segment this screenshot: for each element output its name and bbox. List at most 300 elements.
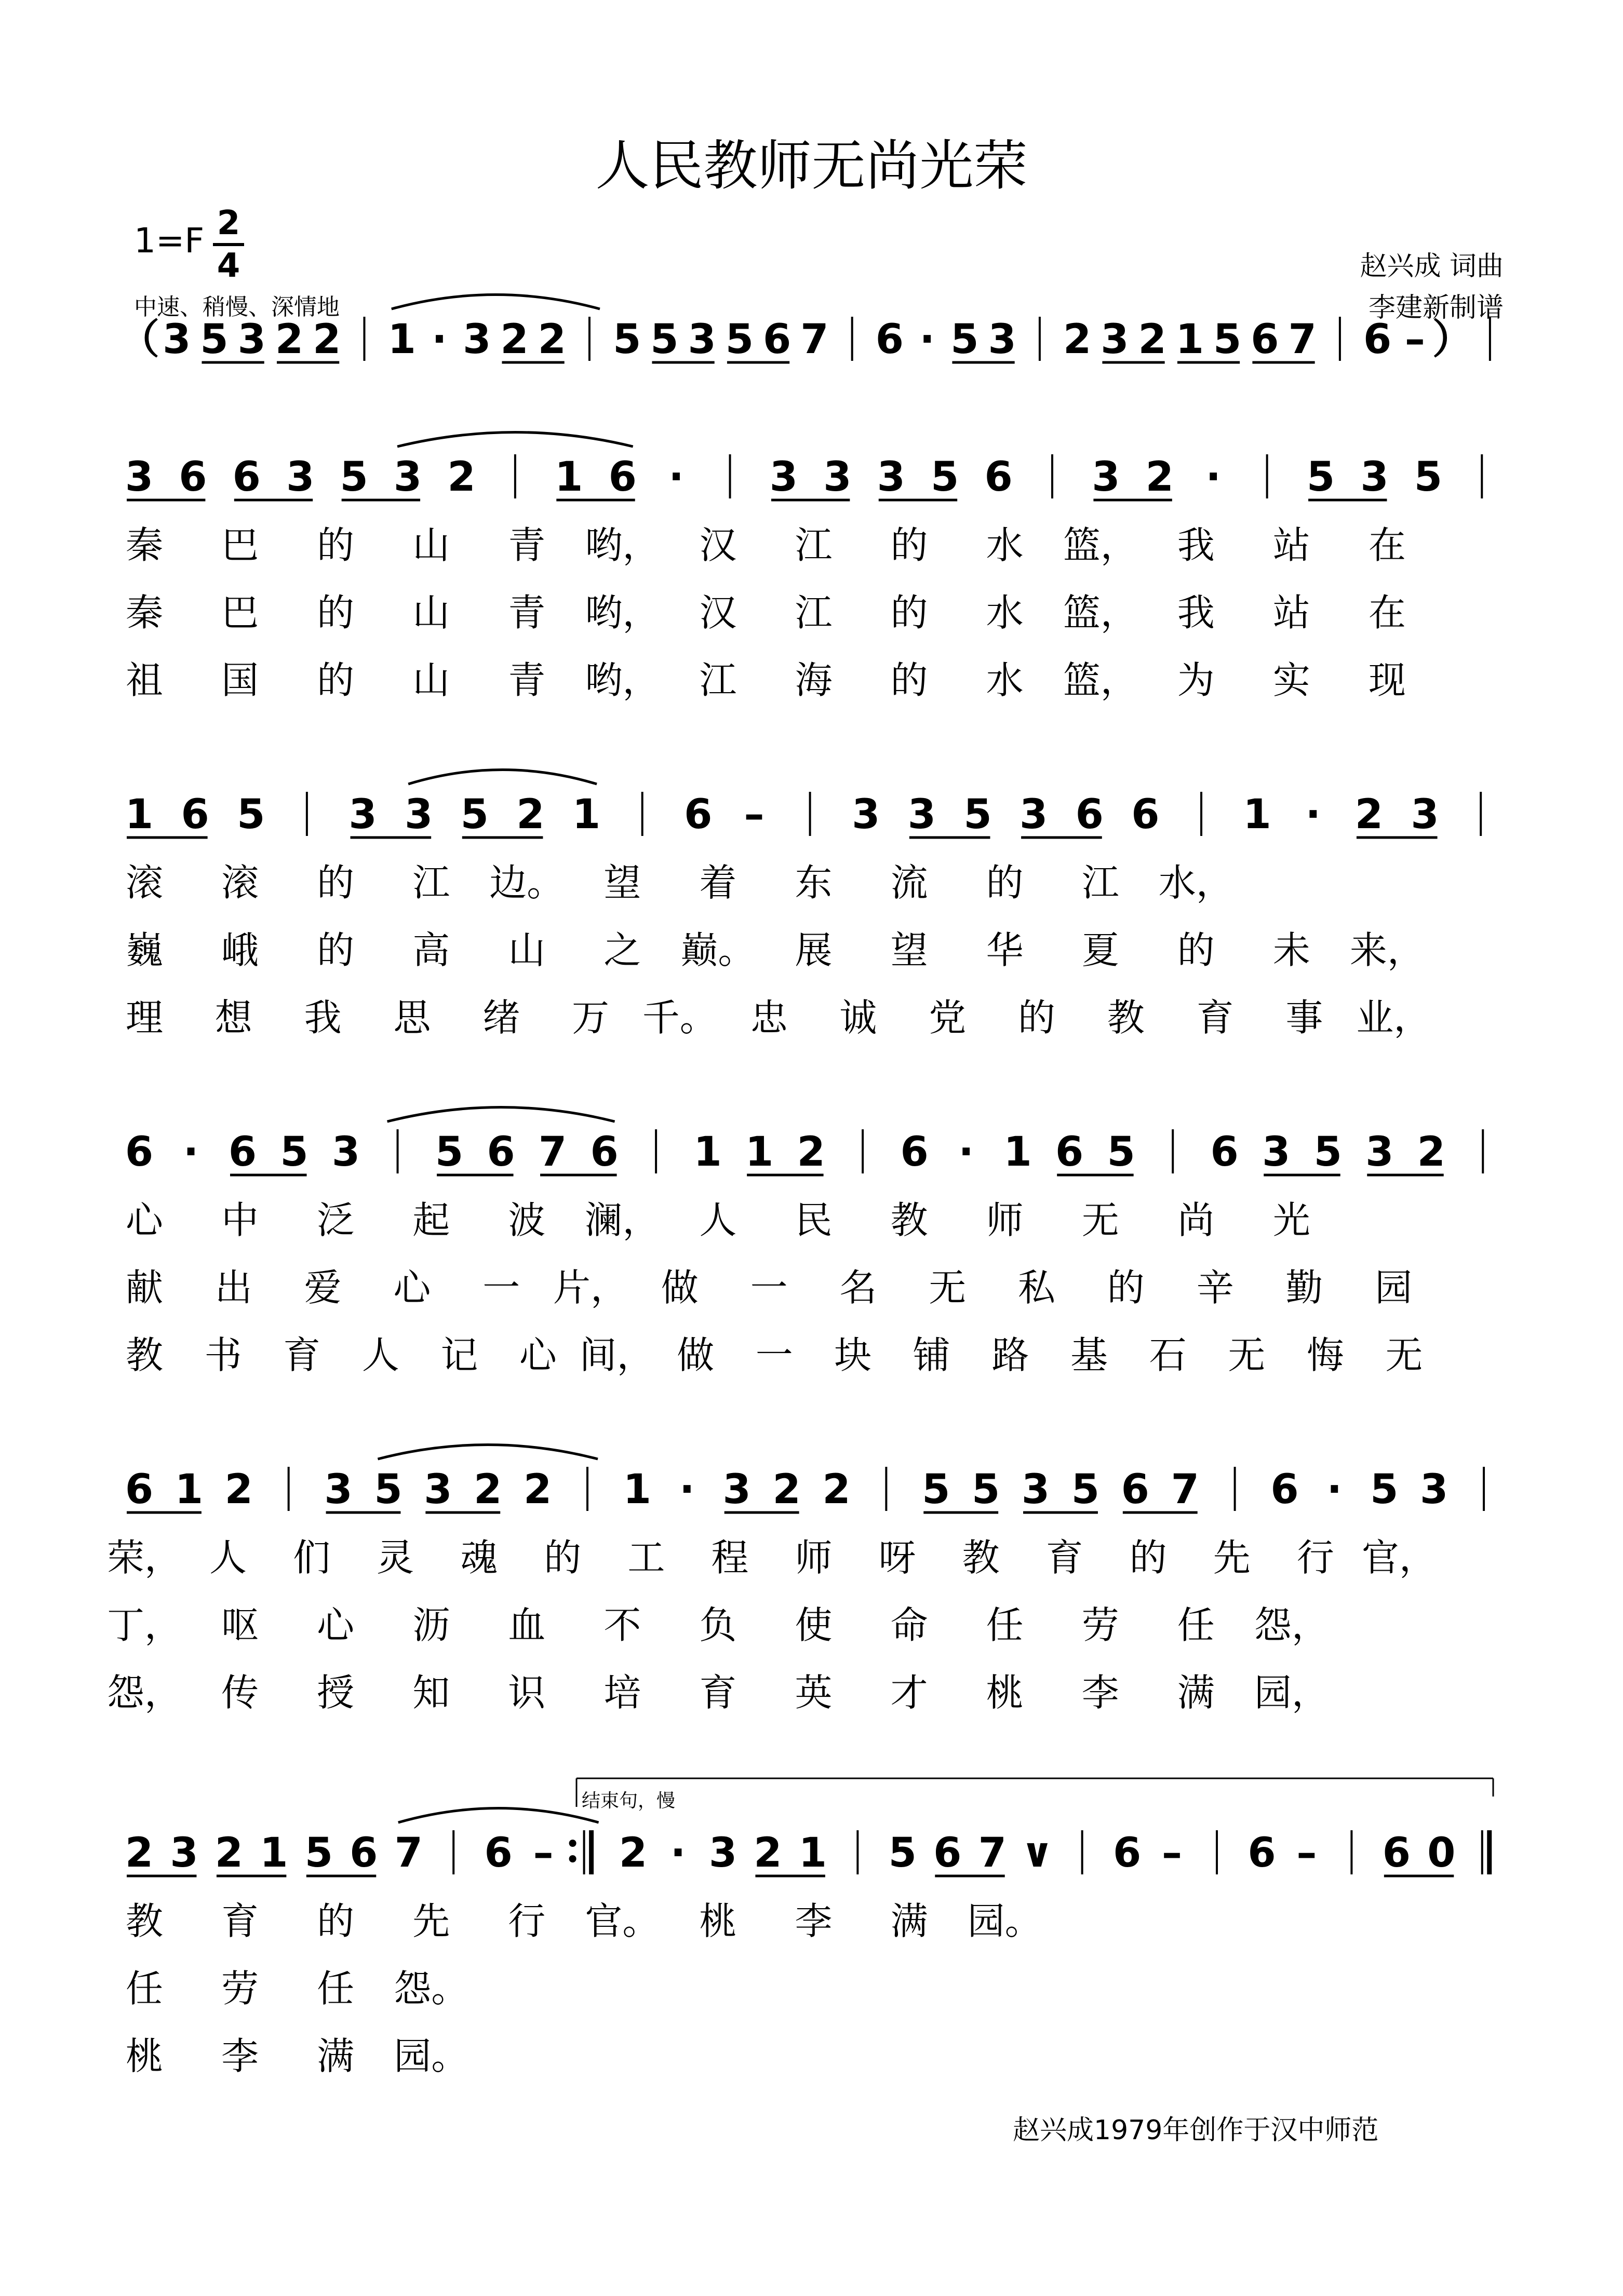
lyric-syllable: 出 (214, 1266, 252, 1309)
jianpu-note: 3 (324, 1466, 353, 1513)
jianpu-note: 3 (1262, 1129, 1291, 1176)
lyric-syllable: 做 (661, 1266, 699, 1309)
jianpu-symbol: · (1205, 454, 1222, 501)
jianpu-note: 5 (950, 316, 979, 363)
jianpu-symbol: · (668, 454, 684, 501)
jianpu-note: 5 (725, 316, 754, 363)
lyric-syllable: 高 (412, 928, 450, 972)
lyric-syllable: 传 (221, 1671, 259, 1714)
lyric-syllable: 石 (1149, 1333, 1187, 1377)
lyric-syllable: 的 (317, 861, 355, 904)
jianpu-note: 7 (978, 1830, 1007, 1876)
lyric-syllable: 献 (125, 1266, 164, 1309)
jianpu-note: 6 (1382, 1830, 1411, 1876)
lyric-syllable: 教 (890, 1198, 928, 1242)
lyric-syllable: 实 (1272, 658, 1310, 702)
lyric-syllable: 山 (412, 658, 450, 702)
jianpu-note: 3 (769, 454, 798, 501)
lyric-syllable: 祖 (125, 658, 164, 702)
lyric-syllable: 绪 (482, 996, 520, 1039)
lyric-syllable: 哟， (585, 523, 660, 567)
lyric-syllable: 桃 (699, 1899, 737, 1943)
jianpu-note: 7 (538, 1129, 567, 1176)
lyric-syllable: 思 (393, 996, 431, 1039)
lyric-syllable: 水 (986, 591, 1024, 634)
jianpu-note: 5 (650, 316, 679, 363)
jianpu-note: 1 (572, 791, 601, 838)
lyric-syllable: 无 (1228, 1333, 1266, 1377)
jianpu-symbol: – (1162, 1830, 1183, 1876)
lyric-syllable: 无 (929, 1266, 967, 1309)
jianpu-note: 6 (1112, 1830, 1142, 1876)
lyric-syllable: 满 (890, 1899, 928, 1943)
lyric-syllable: 千。 (642, 996, 717, 1039)
lyric-syllable: 尚 (1177, 1198, 1215, 1242)
jianpu-note: 2 (1063, 316, 1092, 363)
jianpu-note: 6 (181, 791, 209, 838)
lyric-syllable: 峨 (221, 928, 259, 972)
jianpu-note: 3 (1360, 454, 1389, 501)
repeat-dot (569, 1855, 576, 1862)
jianpu-note: 1 (693, 1129, 722, 1176)
jianpu-note: 6 (933, 1830, 962, 1876)
lyric-syllable: 海 (795, 658, 833, 702)
lyric-syllable: 心 (519, 1333, 557, 1377)
jianpu-note: 6 (179, 454, 207, 501)
jianpu-note: 7 (1171, 1466, 1199, 1513)
jianpu-note: 5 (613, 316, 641, 363)
lyric-syllable: 园。 (394, 2034, 469, 2078)
jianpu-note: 6 (350, 1830, 378, 1876)
lyric-syllable: 中 (221, 1198, 259, 1242)
jianpu-note: 3 (286, 454, 315, 501)
jianpu-note: 1 (1003, 1129, 1032, 1176)
lyric-syllable: 滚 (125, 861, 164, 904)
lyric-syllable: 负 (699, 1603, 737, 1647)
lyric-syllable: 灵 (377, 1536, 414, 1579)
lyric-syllable: 路 (991, 1333, 1029, 1377)
jianpu-symbol: · (679, 1466, 695, 1513)
lyric-syllable: 的 (890, 523, 928, 567)
jianpu-note: 1 (125, 791, 154, 838)
phrase-slur (378, 1445, 598, 1460)
lyric-syllable: 行 (1296, 1536, 1334, 1579)
jianpu-note: 2 (1145, 454, 1174, 501)
jianpu-note: 5 (931, 454, 959, 501)
lyric-syllable: 忠 (750, 996, 788, 1039)
jianpu-note: 2 (474, 1466, 502, 1513)
lyric-syllable: 育 (283, 1333, 321, 1377)
jianpu-note: 6 (590, 1129, 619, 1176)
lyric-syllable: 悔 (1306, 1333, 1344, 1377)
jianpu-note: 6 (1210, 1129, 1239, 1176)
jianpu-symbol: · (1305, 791, 1321, 838)
lyric-syllable: 的 (317, 928, 355, 972)
jianpu-note: 6 (484, 1830, 513, 1876)
jianpu-note: 5 (1370, 1466, 1399, 1513)
jianpu-note: 1 (745, 1129, 774, 1176)
jianpu-symbol: · (919, 316, 935, 363)
lyric-syllable: 的 (317, 523, 355, 567)
lyric-syllable: 人 (209, 1536, 247, 1579)
jianpu-note: 6 (1055, 1129, 1084, 1176)
lyric-syllable: 人 (699, 1198, 737, 1242)
lyric-syllable: 满 (1177, 1671, 1215, 1714)
lyric-syllable: 的 (1129, 1536, 1167, 1579)
lyric-syllable: 培 (603, 1671, 641, 1714)
lyric-syllable: 秦 (125, 591, 164, 634)
lyric-syllable: 哟， (585, 658, 660, 702)
jianpu-note: 2 (500, 316, 529, 363)
lyric-syllable: 桃 (125, 2034, 164, 2078)
jianpu-note: 2 (619, 1830, 648, 1876)
jianpu-note: 2 (516, 791, 545, 838)
lyric-syllable: 先 (412, 1899, 450, 1943)
jianpu-note: 3 (405, 791, 433, 838)
lyric-syllable: 篮， (1063, 523, 1138, 567)
lyric-syllable: 为 (1177, 658, 1215, 702)
jianpu-symbol: – (1404, 316, 1425, 363)
lyric-syllable: 官。 (585, 1899, 660, 1943)
jianpu-note: 2 (538, 316, 566, 363)
jianpu-symbol: ∨ (1021, 1830, 1054, 1876)
lyric-syllable: 辛 (1196, 1266, 1234, 1309)
jianpu-note: 3 (393, 454, 422, 501)
lyric-syllable: 官， (1361, 1536, 1437, 1579)
lyric-syllable: 巴 (221, 591, 259, 634)
lyric-syllable: 任 (986, 1603, 1024, 1647)
jianpu-note: 6 (1270, 1466, 1299, 1513)
lyric-syllable: 才 (890, 1671, 928, 1714)
key-signature: 1=F (134, 221, 205, 261)
jianpu-note: 5 (922, 1466, 950, 1513)
lyric-syllable: 无 (1081, 1198, 1119, 1242)
meter-top: 2 (217, 204, 240, 242)
jianpu-note: 1 (623, 1466, 652, 1513)
lyric-syllable: 血 (508, 1603, 546, 1647)
lyric-syllable: 勤 (1285, 1266, 1323, 1309)
jianpu-note: 5 (280, 1129, 308, 1176)
jianpu-note: 3 (331, 1129, 360, 1176)
jianpu-symbol: · (670, 1830, 686, 1876)
lyric-syllable: 基 (1070, 1333, 1108, 1377)
jianpu-note: 5 (340, 454, 368, 501)
lyric-syllable: 华 (986, 928, 1024, 972)
jianpu-note: 2 (772, 1466, 801, 1513)
jianpu-note: 2 (125, 1830, 154, 1876)
jianpu-note: 6 (125, 1129, 154, 1176)
jianpu-note: 6 (125, 1466, 154, 1513)
jianpu-note: 2 (797, 1129, 825, 1176)
jianpu-symbol: – (1296, 1830, 1317, 1876)
jianpu-note: 6 (1363, 316, 1392, 363)
lyric-syllable: 一 (482, 1266, 520, 1309)
jianpu-note: 2 (214, 1830, 244, 1876)
lyric-syllable: 国 (221, 658, 259, 702)
lyric-syllable: 的 (890, 658, 928, 702)
lyric-syllable: 怨。 (394, 1967, 469, 2010)
lyric-syllable: 想 (214, 996, 252, 1039)
jianpu-note: 6 (1121, 1466, 1149, 1513)
lyric-syllable: 工 (627, 1536, 665, 1579)
lyric-syllable: 的 (317, 658, 355, 702)
jianpu-note: 3 (170, 1830, 198, 1876)
lyric-syllable: 的 (1107, 1266, 1145, 1309)
lyric-syllable: 东 (795, 861, 833, 904)
jianpu-note: 2 (275, 316, 304, 363)
lyric-syllable: 师 (795, 1536, 833, 1579)
lyric-syllable: 望 (890, 928, 928, 972)
lyric-syllable: 李 (1081, 1671, 1119, 1714)
lyric-syllable: 书 (204, 1333, 242, 1377)
repeat-dot (569, 1840, 576, 1847)
lyric-syllable: 青 (508, 523, 546, 567)
phrase-slur (387, 1108, 615, 1122)
lyric-syllable: 巍 (125, 928, 164, 972)
lyric-syllable: 的 (1177, 928, 1215, 972)
lyric-syllable: 沥 (412, 1603, 450, 1647)
lyric-syllable: 任 (1177, 1603, 1215, 1647)
lyric-syllable: 劳 (1081, 1603, 1119, 1647)
lyric-syllable: 在 (1368, 591, 1406, 634)
jianpu-note: 6 (1251, 316, 1279, 363)
jianpu-note: 2 (754, 1830, 782, 1876)
lyric-syllable: 英 (795, 1671, 833, 1714)
lyric-syllable: 山 (412, 523, 450, 567)
lyric-syllable: 的 (317, 1899, 355, 1943)
jianpu-note: 1 (555, 454, 583, 501)
jianpu-note: 6 (900, 1129, 929, 1176)
lyric-syllable: 先 (1213, 1536, 1251, 1579)
lyric-syllable: 的 (544, 1536, 582, 1579)
jianpu-note: 7 (800, 316, 829, 363)
jianpu-note: 1 (175, 1466, 204, 1513)
lyric-syllable: 我 (304, 996, 342, 1039)
lyric-syllable: 育 (1196, 996, 1234, 1039)
jianpu-note: 3 (1365, 1129, 1394, 1176)
jianpu-note: 3 (237, 316, 266, 363)
jianpu-symbol: · (183, 1129, 199, 1176)
lyric-syllable: 波 (508, 1198, 546, 1242)
jianpu-note: 7 (1288, 316, 1317, 363)
lyric-syllable: 水 (986, 523, 1024, 567)
lyric-syllable: 展 (795, 928, 833, 972)
lyric-syllable: 我 (1177, 523, 1215, 567)
jianpu-note: 1 (798, 1830, 827, 1876)
lyric-syllable: 们 (293, 1536, 331, 1579)
lyric-syllable: 怨， (1254, 1603, 1329, 1647)
lyric-syllable: 我 (1177, 591, 1215, 634)
jianpu-note: 3 (125, 454, 154, 501)
lyric-syllable: 魂 (460, 1536, 498, 1579)
jianpu-note: 2 (447, 454, 476, 501)
lyric-syllable: 私 (1017, 1266, 1056, 1309)
jianpu-note: 5 (888, 1830, 917, 1876)
lyric-syllable: 命 (890, 1603, 928, 1647)
jianpu-note: 1 (1175, 316, 1204, 363)
lyric-syllable: 青 (508, 591, 546, 634)
jianpu-note: 3 (463, 316, 491, 363)
lyric-syllable: 教 (1107, 996, 1145, 1039)
jianpu-note: 7 (394, 1830, 423, 1876)
ending-volta-label: 结束句，慢 (582, 1790, 676, 1812)
lyric-syllable: 巴 (221, 523, 259, 567)
jianpu-note: 3 (708, 1830, 737, 1876)
lyric-syllable: 程 (711, 1536, 749, 1579)
lyric-syllable: 名 (839, 1266, 877, 1309)
lyric-syllable: 块 (834, 1333, 872, 1377)
lyric-syllable: 呀 (878, 1536, 916, 1579)
lyric-syllable: 任 (317, 1967, 355, 2010)
jianpu-note: 1 (387, 316, 416, 363)
jianpu-note: 3 (852, 791, 880, 838)
lyric-syllable: 教 (125, 1333, 164, 1377)
lyric-syllable: 江 (795, 591, 833, 634)
engraver-credit: 李建新制谱 (1368, 292, 1504, 323)
meter-bottom: 4 (213, 243, 244, 286)
jianpu-note: 5 (237, 791, 265, 838)
lyric-syllable: 着 (699, 861, 737, 904)
jianpu-note: 2 (1138, 316, 1166, 363)
lyric-syllable: 师 (986, 1198, 1024, 1242)
jianpu-note: 6 (684, 791, 713, 838)
lyric-syllable: 业， (1356, 996, 1431, 1039)
lyric-syllable: 李 (795, 1899, 833, 1943)
lyric-syllable: 理 (125, 996, 164, 1039)
lyric-syllable: 泛 (317, 1198, 355, 1242)
lyric-syllable: 党 (929, 996, 967, 1039)
lyric-syllable: 民 (795, 1198, 833, 1242)
jianpu-note: 3 (1420, 1466, 1448, 1513)
jianpu-note: 0 (1427, 1830, 1456, 1876)
lyric-syllable: 行 (508, 1899, 546, 1943)
lyric-syllable: 滚 (221, 861, 259, 904)
tempo-marking: 中速、稍慢、深情地 (134, 294, 340, 320)
jianpu-note: 3 (163, 316, 191, 363)
lyric-syllable: 的 (317, 591, 355, 634)
jianpu-symbol: · (958, 1129, 974, 1176)
lyric-syllable: 边。 (489, 861, 565, 904)
lyric-syllable: 识 (508, 1671, 546, 1714)
jianpu-note: 3 (722, 1466, 751, 1513)
jianpu-note: 2 (1417, 1129, 1445, 1176)
jianpu-note: 1 (260, 1830, 288, 1876)
lyric-syllable: 怨， (106, 1671, 182, 1714)
jianpu-note: 6 (608, 454, 637, 501)
jianpu-note: 2 (1354, 791, 1384, 838)
lyric-syllable: 江 (795, 523, 833, 567)
jianpu-symbol: ） (1432, 316, 1473, 363)
lyric-syllable: 育 (699, 1671, 737, 1714)
jianpu-note: 5 (460, 791, 489, 838)
jianpu-note: 2 (822, 1466, 851, 1513)
lyric-syllable: 园， (1254, 1671, 1329, 1714)
jianpu-note: 6 (875, 316, 904, 363)
lyric-syllable: 劳 (221, 1967, 259, 2010)
jianpu-note: 2 (523, 1466, 552, 1513)
jianpu-note: 3 (1021, 1466, 1050, 1513)
lyric-syllable: 山 (412, 591, 450, 634)
phrase-slur (408, 770, 597, 785)
lyric-syllable: 呕 (221, 1603, 259, 1647)
jianpu-note: 5 (1107, 1129, 1135, 1176)
lyric-syllable: 爱 (304, 1266, 342, 1309)
lyric-syllable: 一 (750, 1266, 788, 1309)
lyric-syllable: 之 (603, 928, 641, 972)
jianpu-note: 6 (763, 316, 792, 363)
lyric-syllable: 汉 (699, 591, 737, 634)
lyric-syllable: 间， (579, 1333, 654, 1377)
lyric-syllable: 山 (508, 928, 546, 972)
jianpu-note: 5 (1414, 454, 1443, 501)
lyric-syllable: 澜， (585, 1198, 660, 1242)
lyric-syllable: 一 (755, 1333, 793, 1377)
jianpu-note: 6 (487, 1129, 515, 1176)
song-title: 人民教师无尚光荣 (595, 134, 1028, 197)
colophon: 赵兴成1979年创作于汉中师范 (1013, 2115, 1379, 2146)
lyric-syllable: 授 (317, 1671, 355, 1714)
lyric-syllable: 人 (361, 1333, 399, 1377)
lyric-syllable: 光 (1272, 1198, 1310, 1242)
lyric-syllable: 在 (1368, 523, 1406, 567)
lyric-syllable: 诚 (839, 996, 877, 1039)
jianpu-note: 6 (1131, 791, 1160, 838)
lyric-syllable: 李 (221, 2034, 259, 2078)
lyric-syllable: 事 (1285, 996, 1323, 1039)
jianpu-symbol: – (744, 791, 764, 838)
jianpu-note: 6 (1075, 791, 1104, 838)
lyric-syllable: 心 (125, 1198, 164, 1242)
jianpu-note: 5 (1071, 1466, 1100, 1513)
lyric-syllable: 心 (317, 1603, 355, 1647)
jianpu-note: 6 (984, 454, 1013, 501)
lyric-syllable: 起 (412, 1198, 450, 1242)
jianpu-note: 3 (907, 791, 936, 838)
lyric-syllable: 任 (125, 1967, 164, 2010)
lyric-syllable: 篮， (1063, 591, 1138, 634)
lyric-syllable: 万 (571, 996, 610, 1039)
lyric-syllable: 不 (603, 1603, 641, 1647)
jianpu-note: 5 (374, 1466, 403, 1513)
jianpu-note: 5 (1213, 316, 1242, 363)
lyric-syllable: 夏 (1081, 928, 1119, 972)
jianpu-note: 5 (435, 1129, 464, 1176)
lyric-syllable: 流 (890, 861, 928, 904)
jianpu-note: 6 (228, 1129, 257, 1176)
phrase-slur (397, 433, 633, 447)
jianpu-symbol: · (1326, 1466, 1343, 1513)
jianpu-note: 3 (823, 454, 852, 501)
lyric-syllable: 的 (1017, 996, 1056, 1039)
lyric-syllable: 巅。 (680, 928, 756, 972)
jianpu-note: 3 (1019, 791, 1048, 838)
jianpu-note: 5 (304, 1830, 333, 1876)
lyric-syllable: 秦 (125, 523, 164, 567)
lyric-syllable: 江 (412, 861, 450, 904)
jianpu-note: 3 (1092, 454, 1120, 501)
lyric-syllable: 园 (1375, 1266, 1413, 1309)
lyric-syllable: 育 (221, 1899, 259, 1943)
composer-credit: 赵兴成 词曲 (1360, 251, 1504, 282)
lyric-syllable: 汉 (699, 523, 737, 567)
lyric-syllable: 园。 (967, 1899, 1042, 1943)
lyric-syllable: 水， (1158, 861, 1233, 904)
jianpu-note: 6 (232, 454, 261, 501)
phrase-slur (392, 295, 600, 309)
lyric-syllable: 望 (603, 861, 641, 904)
lyric-syllable: 江 (699, 658, 737, 702)
lyric-syllable: 心 (393, 1266, 431, 1309)
